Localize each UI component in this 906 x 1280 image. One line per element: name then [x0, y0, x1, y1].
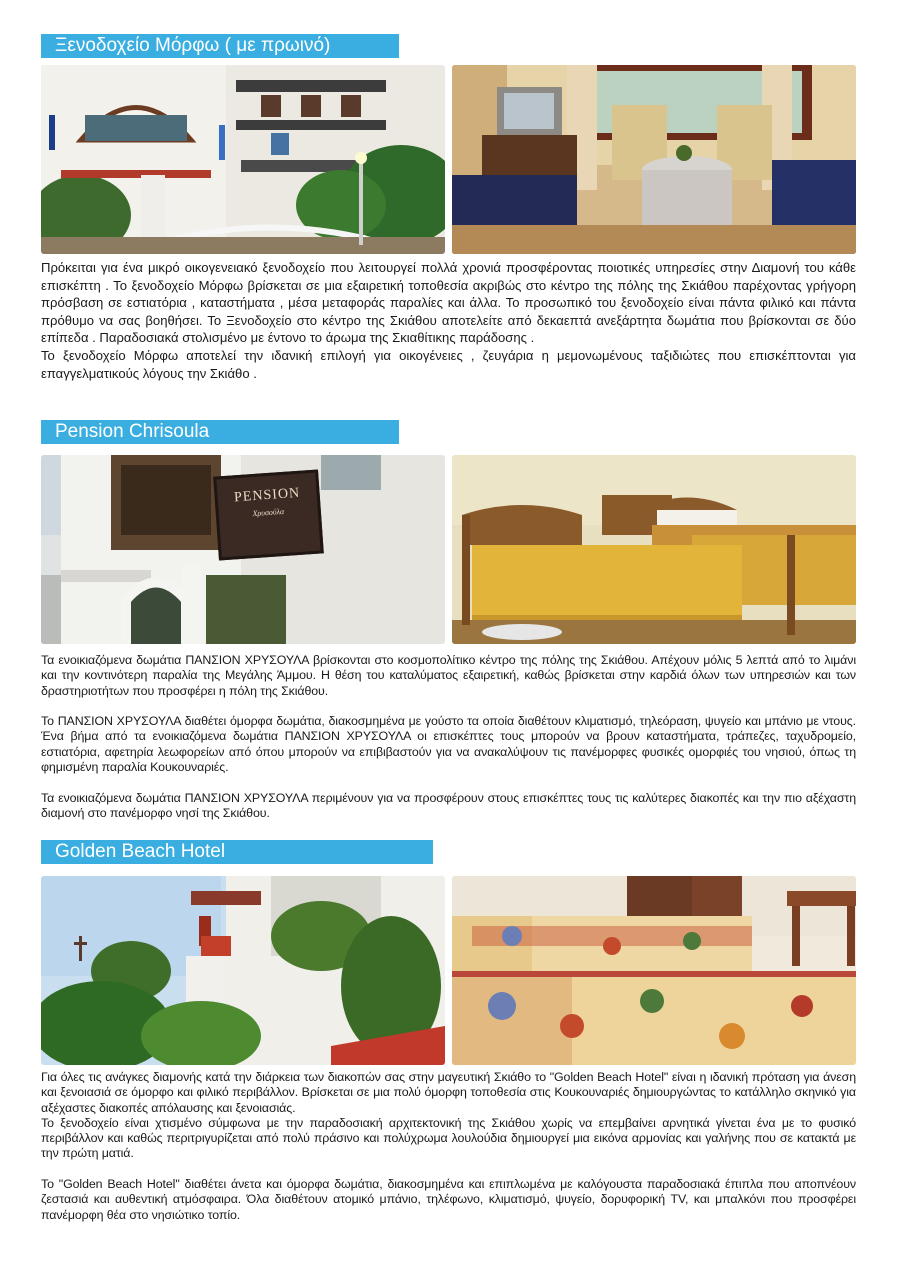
golden-beach-description [41, 1070, 856, 1223]
paragraph: Για όλες τις ανάγκες διαμονής κατά την διάρκεια των διακοπών σας στην μαγευτική Σκιάθο το "Golden Beach Hotel" είναι η ιδανική πρόταση για άνεση και ξενοιασιά σε όμορφο και φιλικό περιβάλλον. Βρίσκεται σε μια πολύ όμορφη τοποθεσία στις Κουκουναριές δημιουργώντας το κατάλληλο σκηνικό για αξέχαστες διακοπές απόλαυσης και ξενοιασιάς. [41, 1070, 856, 1115]
paragraph: Το ξενοδοχείο Μόρφω αποτελεί την ιδανική επιλογή για οικογένειες , ζευγάρια η μεμονωμένους ταξιδιώτες που επισκέπτονται για επαγγελματικούς λόγους την Σκιάθο . [41, 347, 856, 381]
chrisoula-description [41, 653, 856, 821]
paragraph: Τα ενοικιαζόμενα δωμάτια ΠΑΝΣΙΟΝ ΧΡΥΣΟΥΛΑ περιμένουν για να προσφέρουν στους επισκέπτες τους τις καλύτερες διακοπές και την πιο αξέχαστη διαμονή στο πανέμορφο νησί της Σκιάθου. [41, 790, 856, 820]
section-title-morfo: Ξενοδοχείο Μόρφω ( με πρωινό) [41, 34, 399, 58]
paragraph-gap [41, 699, 856, 714]
section-title-golden-beach: Golden Beach Hotel [41, 840, 433, 864]
morfo-room-photo [452, 65, 856, 254]
paragraph: Το ΠΑΝΣΙΟΝ ΧΡΥΣΟΥΛΑ διαθέτει όμορφα δωμάτια, διακοσμημένα με γούστο τα οποία διαθέτουν κλιματισμό, τηλεόραση, ψυγείο και μπάνιο με ντους. Ένα βήμα από τα ενοικιαζόμενα δωμάτια ΠΑΝΣΙΟΝ ΧΡΥΣΟΥΛΑ οι επισκέπτες τους μπορούν να βρουν καταστήματα, τράπεζες, ταχυδρομείο, εστιατόρια, αφετηρία λεωφορείων από όπου μπορούν να επιβιβαστούν για να ανακαλύψουν τις πανέμορφες φυσικές ομορφιές του νησιού, όπως τη φημισμένη παραλία Κουκουναριές. [41, 714, 856, 775]
pension-sign-title: PENSION [233, 485, 301, 506]
paragraph-gap [41, 1162, 856, 1177]
pension-sign-subtitle: Χρυσούλα [252, 506, 285, 519]
chrisoula-room-photo [452, 455, 856, 644]
golden-beach-exterior-photo [41, 876, 445, 1065]
pension-sign [213, 469, 324, 560]
golden-beach-room-photo [452, 876, 856, 1065]
paragraph: Τα ενοικιαζόμενα δωμάτια ΠΑΝΣΙΟΝ ΧΡΥΣΟΥΛΑ βρίσκονται στο κοσμοπολίτικο κέντρο της πόλης της Σκιάθου. Απέχουν μόλις 5 λεπτά από το λιμάνι και την κοντινότερη παραλία της Μεγάλης Άμμου. Η θέση του καταλύματος εξαιρετική, καθώς βρίσκεται στην καρδιά όλων των υπηρεσιών και των δραστηριοτήτων που προσφέρει η πόλη της Σκιάθου. [41, 653, 856, 698]
morfo-exterior-photo [41, 65, 445, 254]
paragraph: Το "Golden Beach Hotel" διαθέτει άνετα και όμορφα δωμάτια, διακοσμημένα και επιπλωμένα με καλόγουστα παραδοσιακά έπιπλα που αποπνέουν ζεστασιά και αυθεντική ατμόσφαιρα. Όλα διαθέτουν ατομικό μπάνιο, τηλέφωνο, κλιματισμό, ψυγείο, δορυφορική TV, και μπαλκόνι που προσφέρει πανέμορφη θέα στο νησιώτικο τοπίο. [41, 1177, 856, 1222]
paragraph: Το ξενοδοχείο είναι χτισμένο σύμφωνα με την παραδοσιακή αρχιτεκτονική της Σκιάθου χωρίς να επεμβαίνει αρνητικά γίνεται ένα με το φυσικό περιβάλλον και καθώς περιτριγυρίζεται από πολύ πράσινο και πολύχρωμα λουλούδια δημιουργεί μια εικόνα αρμονίας και γαλήνης που σε κατακτά με την πρώτη ματιά. [41, 1115, 856, 1161]
paragraph: Πρόκειται για ένα μικρό οικογενειακό ξενοδοχείο που λειτουργεί πολλά χρονιά προσφέροντας ποιοτικές υπηρεσίες στην Διαμονή του κάθε επισκέπτη . Το ξενοδοχείο Μόρφω βρίσκεται σε μια εξαιρετική τοποθεσία ακριβώς στο κέντρο της πόλης της Σκιάθου παρέχοντας γρήγορη πρόσβαση σε εστιατόρια , καταστήματα , μέσα μεταφοράς παραλίες και άλλα. Το προσωπικό του ξενοδοχείο είναι πάντα φιλικό και πάντα πρόθυμο να σας βοηθήσει. Το Ξενοδοχείο στο κέντρο της Σκιάθου αποτελείτε από δεκαεπτά ανεξάρτητα δωμάτια που βρίσκονται σε δύο επίπεδα . Παραδοσιακά στολισμένο με έντονο το άρωμα της Σκιαθίτικης παράδοσης . [41, 260, 856, 346]
paragraph-gap [41, 775, 856, 790]
chrisoula-exterior-photo [41, 455, 445, 644]
section-title-chrisoula: Pension Chrisoula [41, 420, 399, 444]
morfo-description [41, 259, 856, 382]
